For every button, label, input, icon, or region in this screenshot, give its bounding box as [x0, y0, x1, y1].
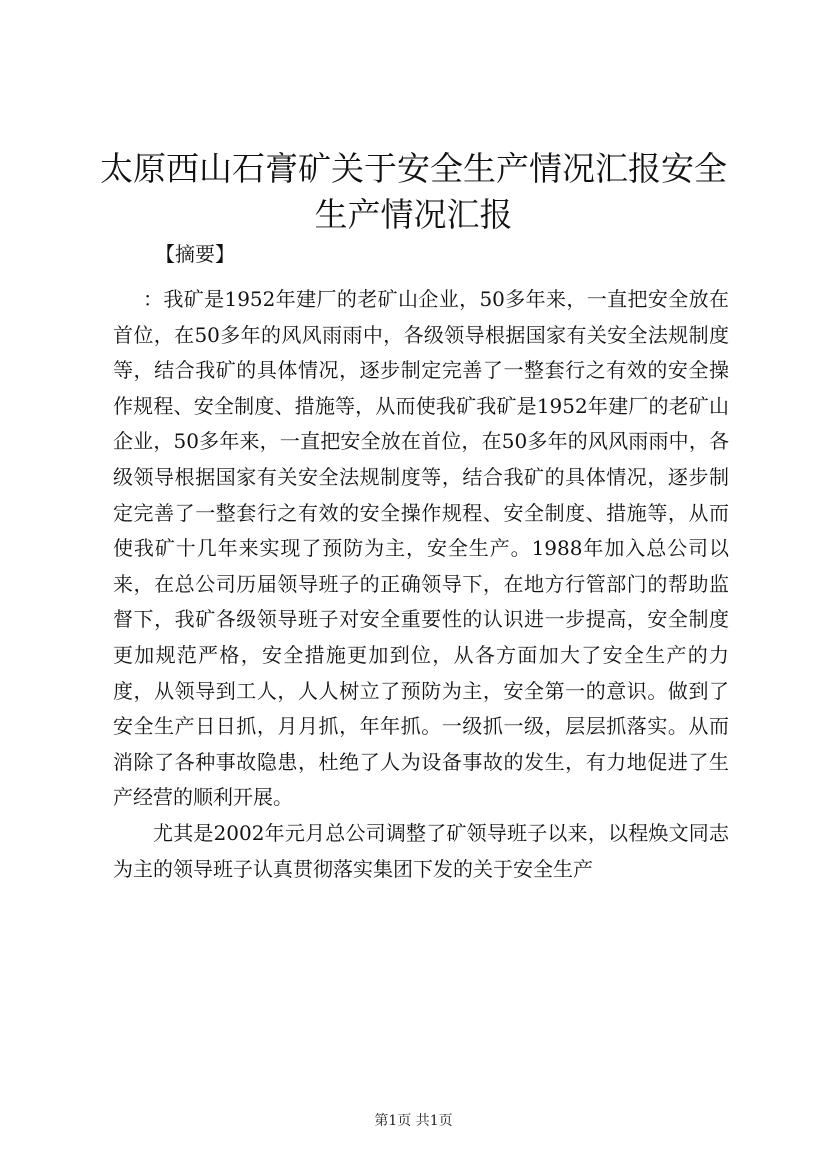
page-number-footer: 第1页 共1页	[374, 1113, 453, 1129]
abstract-label: 【摘要】	[155, 242, 235, 266]
paragraph-abstract: ：我矿是1952年建厂的老矿山企业，50多年来，一直把安全放在首位，在50多年的风风雨雨中，各级领导根据国家有关安全法规制度等，结合我矿的具体情况，逐步制定完善了一整套行之有效的安全操作规程、安全制度、措施等，从而使我矿我矿是1952年建厂的老矿山企业，50多年来，一直把安全放在首位，在50多年的风风雨雨中，各级领导根据国家有关安全法规制度等，结合我矿的具体情况，逐步制定完善了一整套行之有效的安全操作规程、安全制度、措施等，从而使我矿十几年来实现了预防为主，安全生产。1988年加入总公司以来，在总公司历届领导班子的正确领导下，在地方行管部门的帮助监督下，我矿各级领导班子对安全重要性的认识进一步提高，安全制度更加规范严格，安全措施更加到位，从各方面加大了安全生产的力度，从领导到工人，人人树立了预防为主，安全第一的意识。做到了安全生产日日抓，月月抓，年年抓。一级抓一级，层层抓落实。从而消除了各种事故隐患，杜绝了人为设备事故的发生，有力地促进了生产经营的顺利开展。	[113, 287, 729, 810]
document-body	[113, 282, 729, 887]
paragraph-2002: 尤其是2002年元月总公司调整了矿领导班子以来，以程焕文同志为主的领导班子认真贯彻落实集团下发的关于安全生产	[113, 820, 729, 881]
document-title: 太原西山石膏矿关于安全生产情况汇报安全生产情况汇报	[100, 149, 727, 234]
